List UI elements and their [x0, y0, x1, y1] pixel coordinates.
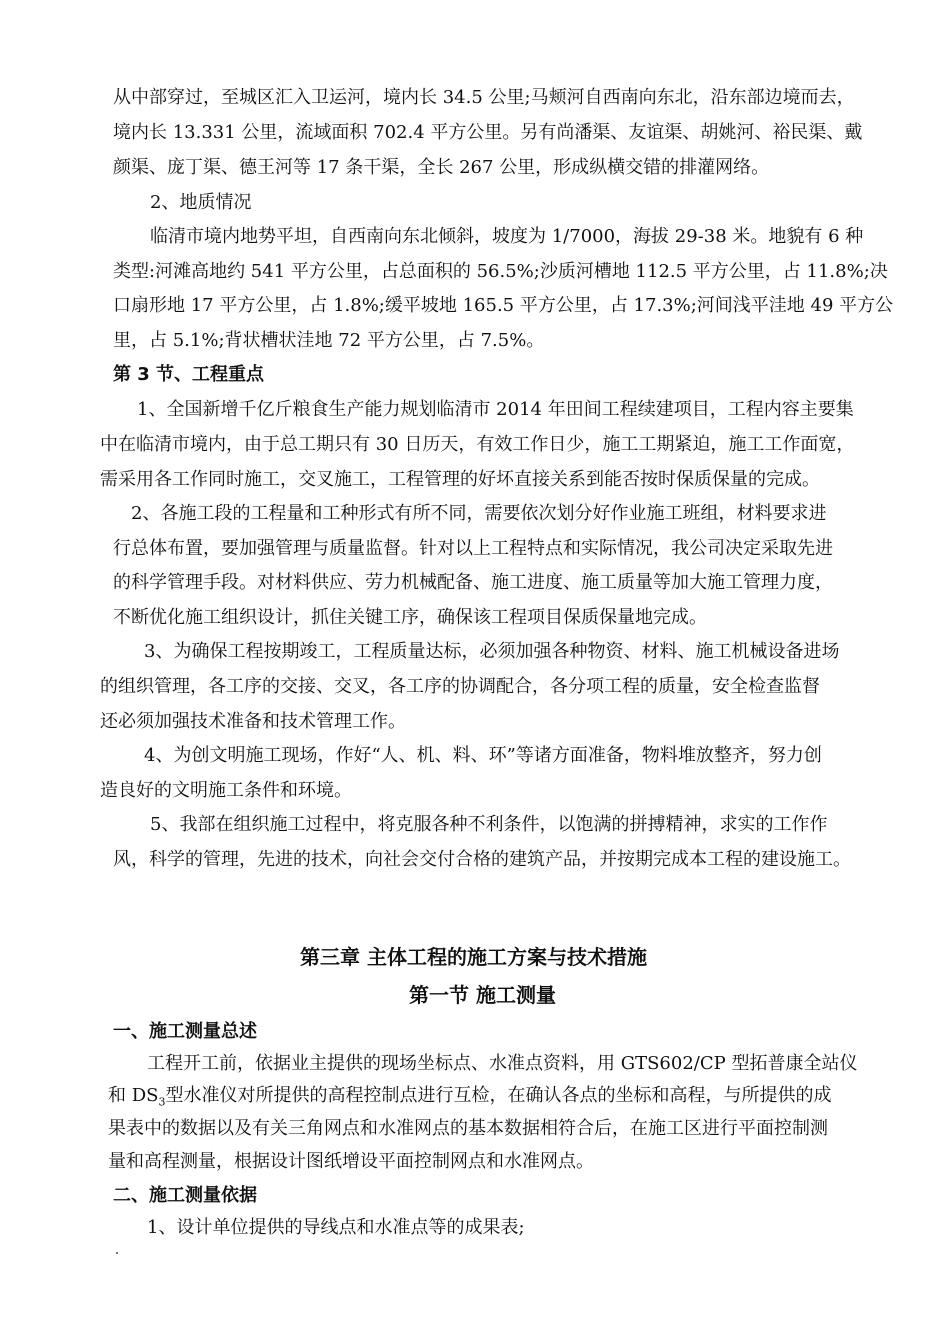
paragraph-line: 颜渠、庞丁渠、德王河等 17 条干渠，全长 267 公里，形成纵横交错的排灌网络。 — [113, 157, 770, 178]
paragraph-line: 口扇形地 17 平方公里，占 1.8%;缓平坡地 165.5 平方公里，占 17.3%;河间浅平洼地 49 平方公 — [113, 295, 894, 316]
paragraph-line: 1、全国新增千亿斤粮食生产能力规划临清市 2014 年田间工程续建项目，工程内容主要集 — [137, 399, 854, 420]
paragraph-line: 不断优化施工组织设计，抓住关键工序，确保该工程项目保质保量地完成。 — [113, 607, 707, 628]
page-mark — [116, 1252, 118, 1254]
paragraph-line: 从中部穿过，至城区汇入卫运河，境内长 34.5 公里;马颊河自西南向东北，沿东部边境而去， — [113, 87, 855, 108]
instrument-prefix: 和 DS — [108, 1085, 159, 1106]
paragraph-line: 里，占 5.1%;背状槽状洼地 72 平方公里，占 7.5%。 — [113, 330, 545, 351]
paragraph-line: 造良好的文明施工条件和环境。 — [100, 780, 352, 801]
paragraph-line: 临清市境内地势平坦，自西南向东北倾斜，坡度为 1/7000，海拔 29-38 米。地貌有 6 种 — [150, 226, 864, 247]
paragraph-line: 类型:河滩高地约 541 平方公里，占总面积的 56.5%;沙质河槽地 112.5 平方公里，占 11.8%;决 — [113, 261, 888, 282]
paragraph-line: 的科学管理手段。对材料供应、劳力机械配备、施工进度、施工质量等加大施工管理力度， — [113, 572, 833, 593]
paragraph-line: 需采用各工作同时施工，交叉施工，工程管理的好坏直接关系到能否按时保质保量的完成。 — [100, 469, 820, 490]
paragraph-line: 行总体布置，要加强管理与质量监督。针对以上工程特点和实际情况，我公司决定采取先进 — [113, 538, 833, 559]
subsection-title: 2、地质情况 — [150, 192, 252, 213]
paragraph-line: 果表中的数据以及有关三角网点和水准网点的基本数据相符合后，在施工区进行平面控制测 — [108, 1118, 828, 1139]
paragraph-line: 5、我部在组织施工过程中，将克服各种不利条件，以饱满的拼搏精神，求实的工作作 — [150, 814, 828, 835]
paragraph-line: 3、为确保工程按期竣工，工程质量达标，必须加强各种物资、材料、施工机械设备进场 — [144, 641, 840, 662]
subsection-heading: 二、施工测量依据 — [113, 1185, 257, 1206]
paragraph-line — [108, 1084, 831, 1115]
paragraph-line: 境内长 13.331 公里，流域面积 702.4 平方公里。另有尚潘渠、友谊渠、胡姚河、裕民渠、戴 — [113, 122, 863, 143]
subsection-heading: 一、施工测量总述 — [113, 1021, 257, 1042]
line-text: 型水准仪对所提供的高程控制点进行互检，在确认各点的坐标和高程，与所提供的成 — [165, 1085, 832, 1106]
section-heading: 第一节 施工测量 — [409, 983, 556, 1007]
paragraph-line: 1、设计单位提供的导线点和水准点等的成果表; — [147, 1217, 525, 1238]
paragraph-line: 4、为创文明施工现场，作好“人、机、料、环”等诸方面准备，物料堆放整齐，努力创 — [144, 745, 822, 766]
paragraph-line: 还必须加强技术准备和技术管理工作。 — [100, 711, 406, 732]
paragraph-line: 的组织管理，各工序的交接、交叉，各工序的协调配合，各分项工程的质量，安全检查监督 — [100, 676, 820, 697]
subscript: 3 — [158, 1095, 166, 1109]
paragraph-line: 风，科学的管理，先进的技术，向社会交付合格的建筑产品，并按期完成本工程的建设施工。 — [113, 849, 851, 870]
section-title: 第 3 节、工程重点 — [113, 364, 265, 385]
paragraph-line: 工程开工前，依据业主提供的现场坐标点、水准点资料，用 GTS602/CP 型拓普康全站仪 — [147, 1053, 858, 1074]
paragraph-line: 中在临清市境内，由于总工期只有 30 日历天，有效工作日少，施工工期紧迫，施工工作面宽， — [100, 434, 855, 455]
chapter-title: 第三章 主体工程的施工方案与技术措施 — [300, 945, 647, 969]
paragraph-line: 2、各施工段的工程量和工种形式有所不同，需要依次划分好作业施工班组，材料要求进 — [131, 503, 827, 524]
paragraph-line: 量和高程测量，根据设计图纸增设平面控制网点和水准网点。 — [108, 1151, 594, 1172]
